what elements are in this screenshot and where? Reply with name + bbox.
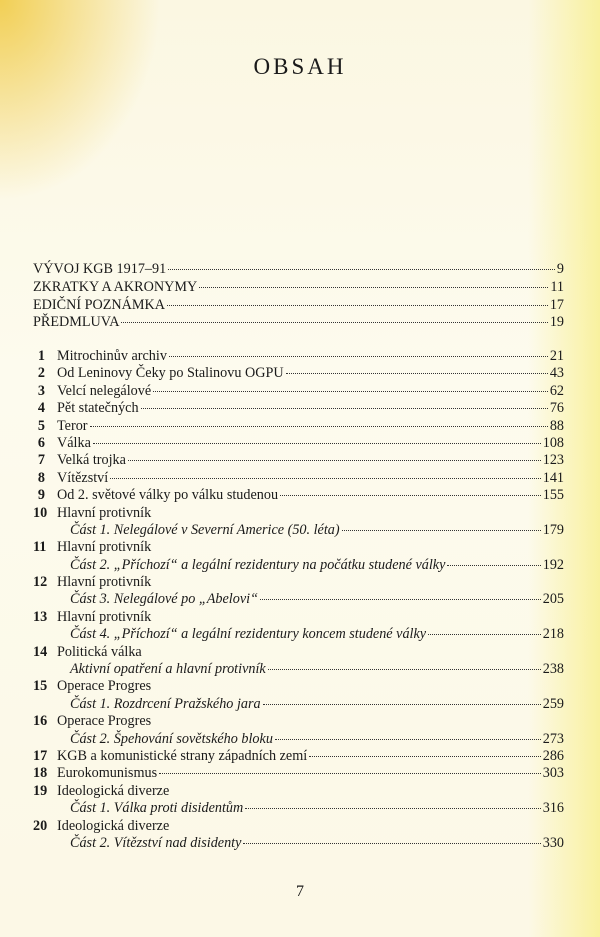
chapter-number: 4 bbox=[37, 400, 45, 417]
toc-entry bbox=[33, 557, 564, 574]
toc-entry bbox=[33, 696, 564, 713]
chapter-page: 286 bbox=[542, 747, 564, 764]
chapter-number: 9 bbox=[37, 487, 45, 504]
chapter-page: 88 bbox=[549, 417, 564, 434]
dot-leader bbox=[128, 460, 541, 461]
toc-entry bbox=[33, 400, 564, 417]
dot-leader bbox=[309, 756, 541, 757]
dot-leader bbox=[199, 287, 548, 288]
chapter-title: Hlavní protivník bbox=[57, 608, 152, 625]
chapter-title: Operace Progres bbox=[57, 713, 152, 730]
front-matter-list bbox=[33, 261, 564, 332]
entry-page: 9 bbox=[556, 261, 564, 277]
dot-leader bbox=[263, 704, 541, 705]
chapter-title: Mitrochinův archiv bbox=[57, 348, 167, 364]
chapter-page: 179 bbox=[542, 521, 564, 538]
toc-entry bbox=[33, 835, 564, 852]
toc-entry bbox=[33, 435, 564, 452]
chapter-subtitle: Část 1. Nelegálové v Severní Americe (50. léta) bbox=[70, 521, 340, 538]
entry-title: VÝVOJ KGB 1917–91 bbox=[33, 261, 167, 277]
toc-entry bbox=[33, 626, 564, 643]
chapter-number: 20 bbox=[33, 817, 48, 834]
toc-entry bbox=[33, 487, 564, 504]
entry-page: 11 bbox=[550, 278, 564, 295]
chapter-title: Od 2. světové války po válku studenou bbox=[57, 487, 279, 504]
entry-title: PŘEDMLUVA bbox=[33, 314, 120, 331]
toc-entry bbox=[33, 678, 564, 695]
toc-entry bbox=[33, 383, 564, 400]
chapter-number: 12 bbox=[33, 574, 48, 591]
chapter-page: 330 bbox=[542, 834, 564, 851]
chapter-subtitle: Aktivní opatření a hlavní protivník bbox=[70, 661, 266, 678]
chapter-page: 155 bbox=[542, 487, 564, 504]
dot-leader bbox=[90, 426, 548, 427]
dot-leader bbox=[167, 305, 548, 306]
dot-leader bbox=[153, 391, 548, 392]
chapter-number: 6 bbox=[37, 434, 45, 451]
chapter-page: 108 bbox=[542, 434, 564, 451]
chapter-page: 123 bbox=[542, 452, 564, 469]
toc-entry bbox=[33, 661, 564, 678]
dot-leader bbox=[159, 773, 541, 774]
chapter-title: Ideologická diverze bbox=[57, 817, 170, 834]
chapter-title: Eurokomunismus bbox=[57, 765, 158, 782]
toc-entry bbox=[33, 539, 564, 556]
chapter-title: Od Leninovy Čeky po Stalinovu OGPU bbox=[57, 365, 284, 382]
toc-entry bbox=[33, 731, 564, 748]
page-number: 7 bbox=[296, 883, 304, 900]
page-title: OBSAH bbox=[253, 54, 347, 79]
chapter-number: 17 bbox=[33, 747, 48, 764]
chapter-number: 14 bbox=[33, 643, 48, 660]
chapter-title: Hlavní protivník bbox=[57, 574, 152, 591]
chapter-title: Politická válka bbox=[57, 643, 142, 660]
dot-leader bbox=[141, 408, 548, 409]
dot-leader bbox=[428, 634, 541, 635]
toc-entry bbox=[33, 713, 564, 730]
chapter-number: 11 bbox=[33, 539, 47, 556]
dot-leader bbox=[268, 669, 541, 670]
chapter-title: Hlavní protivník bbox=[57, 504, 152, 521]
dot-leader bbox=[169, 356, 548, 357]
chapter-number: 2 bbox=[37, 365, 45, 382]
chapter-title: Velcí nelegálové bbox=[57, 382, 152, 399]
toc-entry bbox=[33, 505, 564, 522]
chapter-page: 76 bbox=[549, 400, 564, 417]
chapter-page: 205 bbox=[542, 591, 564, 608]
chapter-number: 15 bbox=[33, 678, 48, 695]
dot-leader bbox=[243, 843, 540, 844]
chapter-page: 303 bbox=[542, 765, 564, 782]
dot-leader bbox=[275, 739, 541, 740]
toc-entry bbox=[33, 348, 564, 365]
chapter-list bbox=[33, 348, 564, 852]
toc-entry bbox=[33, 748, 564, 765]
dot-leader bbox=[121, 322, 547, 323]
dot-leader bbox=[280, 495, 541, 496]
chapter-title: KGB a komunistické strany západních zemí bbox=[57, 747, 308, 764]
toc-entry bbox=[33, 470, 564, 487]
toc-entry bbox=[33, 279, 564, 297]
toc-entry bbox=[33, 783, 564, 800]
toc-entry bbox=[33, 591, 564, 608]
dot-leader bbox=[245, 808, 540, 809]
chapter-subtitle: Část 2. Vítězství nad disidenty bbox=[70, 834, 242, 851]
chapter-number: 16 bbox=[33, 713, 48, 730]
chapter-page: 62 bbox=[549, 382, 564, 399]
chapter-subtitle: Část 4. „Příchozí“ a legální rezidentury koncem studené války bbox=[70, 626, 427, 643]
dot-leader bbox=[286, 373, 548, 374]
chapter-title: Válka bbox=[57, 434, 91, 451]
chapter-title: Ideologická diverze bbox=[57, 782, 170, 799]
toc-entry bbox=[33, 297, 564, 315]
toc-entry bbox=[33, 818, 564, 835]
chapter-page: 21 bbox=[549, 348, 564, 364]
chapter-number: 8 bbox=[37, 469, 45, 486]
chapter-page: 238 bbox=[542, 661, 564, 678]
toc-entry bbox=[33, 574, 564, 591]
chapter-number: 7 bbox=[37, 452, 45, 469]
chapter-number: 13 bbox=[33, 608, 48, 625]
chapter-page: 192 bbox=[542, 556, 564, 573]
chapter-page: 43 bbox=[549, 365, 564, 382]
dot-leader bbox=[342, 530, 541, 531]
dot-leader bbox=[110, 478, 540, 479]
chapter-page: 316 bbox=[542, 800, 564, 817]
chapter-page: 273 bbox=[542, 730, 564, 747]
chapter-number: 10 bbox=[33, 504, 48, 521]
entry-page: 19 bbox=[549, 314, 564, 331]
chapter-title: Operace Progres bbox=[57, 678, 152, 695]
toc-entry bbox=[33, 452, 564, 469]
chapter-number: 5 bbox=[37, 417, 45, 434]
chapter-page: 218 bbox=[542, 626, 564, 643]
toc-entry bbox=[33, 609, 564, 626]
toc-entry bbox=[33, 365, 564, 382]
chapter-page: 259 bbox=[542, 695, 564, 712]
chapter-page: 141 bbox=[542, 469, 564, 486]
entry-title: EDIČNÍ POZNÁMKA bbox=[33, 296, 166, 313]
chapter-number: 3 bbox=[37, 382, 45, 399]
chapter-subtitle: Část 3. Nelegálové po „Abelovi“ bbox=[70, 591, 258, 608]
chapter-title: Vítězství bbox=[57, 469, 109, 486]
chapter-subtitle: Část 1. Rozdrcení Pražského jara bbox=[70, 695, 261, 712]
toc-entry bbox=[33, 261, 564, 279]
chapter-number: 18 bbox=[33, 765, 48, 782]
entry-page: 17 bbox=[549, 296, 564, 313]
entry-title: ZKRATKY A AKRONYMY bbox=[33, 278, 198, 295]
chapter-title: Pět statečných bbox=[57, 400, 139, 417]
chapter-subtitle: Část 2. „Příchozí“ a legální rezidentury na počátku studené války bbox=[70, 556, 446, 573]
chapter-subtitle: Část 1. Válka proti disidentům bbox=[70, 800, 244, 817]
toc-entry bbox=[33, 522, 564, 539]
toc-entry bbox=[33, 418, 564, 435]
toc-entry bbox=[33, 765, 564, 782]
chapter-title: Velká trojka bbox=[57, 452, 126, 469]
chapter-number: 19 bbox=[33, 782, 48, 799]
dot-leader bbox=[168, 269, 555, 270]
toc-entry bbox=[33, 314, 564, 332]
chapter-number: 1 bbox=[37, 348, 45, 364]
chapter-title: Teror bbox=[57, 417, 88, 434]
dot-leader bbox=[447, 565, 540, 566]
chapter-subtitle: Část 2. Špehování sovětského bloku bbox=[70, 730, 273, 747]
dot-leader bbox=[260, 599, 541, 600]
toc-entry bbox=[33, 644, 564, 661]
toc-entry bbox=[33, 800, 564, 817]
chapter-title: Hlavní protivník bbox=[57, 539, 152, 556]
dot-leader bbox=[93, 443, 541, 444]
